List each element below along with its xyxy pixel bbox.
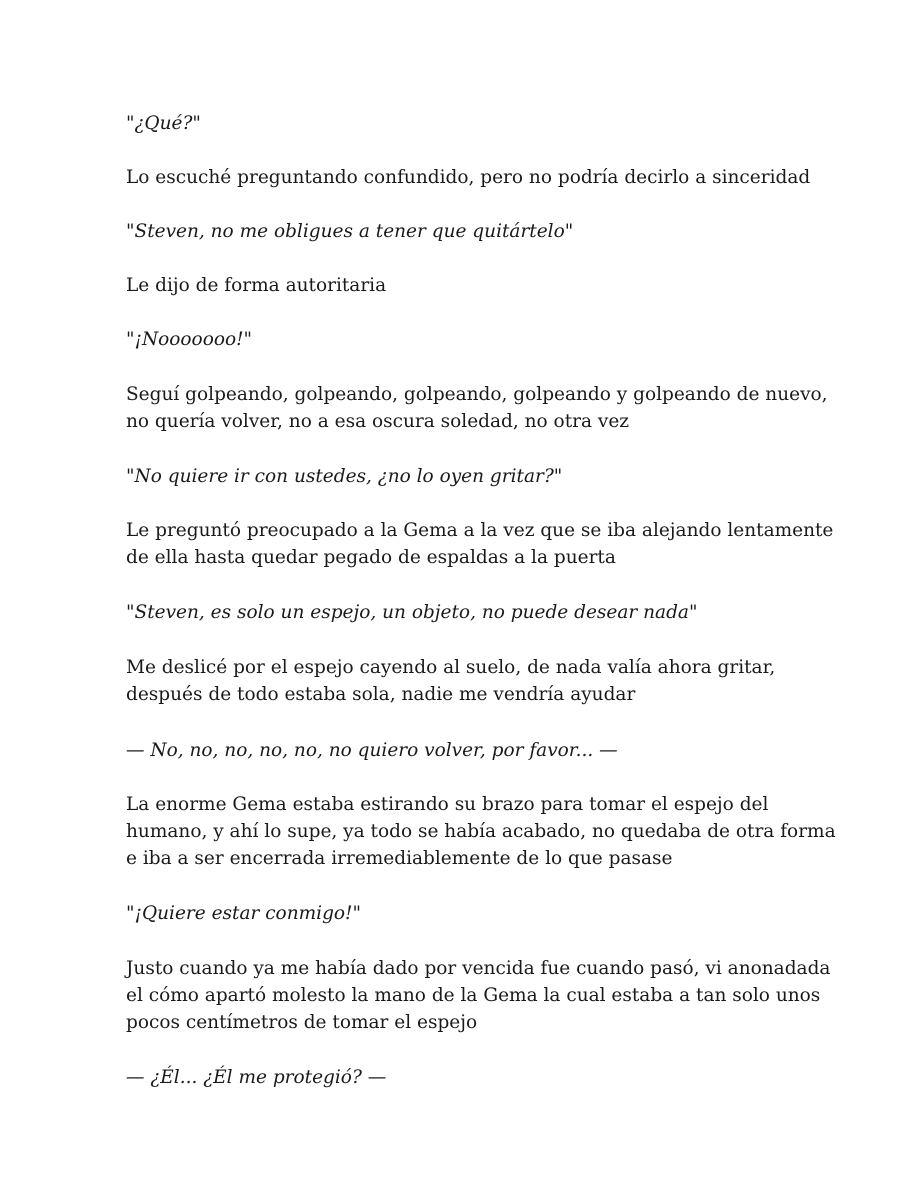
text-line: Me deslicé por el espejo cayendo al suelo, de nada valía ahora gritar, xyxy=(126,657,776,678)
narration-paragraph xyxy=(126,955,831,1036)
narration-paragraph xyxy=(126,517,834,571)
dialogue-line: "Steven, no me obligues a tener que quitártelo" xyxy=(126,221,574,242)
text-line: pocos centímetros de tomar el espejo xyxy=(126,1012,478,1033)
dialogue-line: "¿Qué?" xyxy=(126,113,201,134)
text-line: de ella hasta quedar pegado de espaldas a la puerta xyxy=(126,547,616,568)
inner-thought-line: — No, no, no, no, no, no quiero volver, por favor... — xyxy=(126,740,618,761)
narration-paragraph xyxy=(126,654,774,708)
dialogue-line: "Steven, es solo un espejo, un objeto, no puede desear nada" xyxy=(126,602,698,623)
text-line: no quería volver, no a esa oscura soledad, no otra vez xyxy=(126,411,630,432)
text-line: La enorme Gema estaba estirando su brazo para tomar el espejo del xyxy=(126,794,769,815)
text-line: después de todo estaba sola, nadie me vendría ayudar xyxy=(126,684,636,705)
dialogue-line: "No quiere ir con ustedes, ¿no lo oyen gritar?" xyxy=(126,466,563,487)
text-line: Le preguntó preocupado a la Gema a la vez que se iba alejando lentamente xyxy=(126,520,834,541)
text-line: Justo cuando ya me había dado por vencida fue cuando pasó, vi anonadada xyxy=(126,958,831,979)
narration-paragraph xyxy=(126,381,828,435)
dialogue-line: "¡Quiere estar conmigo!" xyxy=(126,903,362,924)
text-line: el cómo apartó molesto la mano de la Gema la cual estaba a tan solo unos xyxy=(126,985,821,1006)
dialogue-line: "¡Nooooooo!" xyxy=(126,329,253,350)
narration-paragraph: Lo escuché preguntando confundido, pero no podría decirlo a sinceridad xyxy=(126,167,811,188)
narration-paragraph xyxy=(126,791,836,872)
inner-thought-line: — ¿Él... ¿Él me protegió? — xyxy=(126,1067,387,1088)
text-line: Seguí golpeando, golpeando, golpeando, golpeando y golpeando de nuevo, xyxy=(126,384,828,405)
narration-paragraph: Le dijo de forma autoritaria xyxy=(126,275,387,296)
text-line: e iba a ser encerrada irremediablemente de lo que pasase xyxy=(126,848,673,869)
text-line: humano, y ahí lo supe, ya todo se había acabado, no quedaba de otra forma xyxy=(126,821,836,842)
